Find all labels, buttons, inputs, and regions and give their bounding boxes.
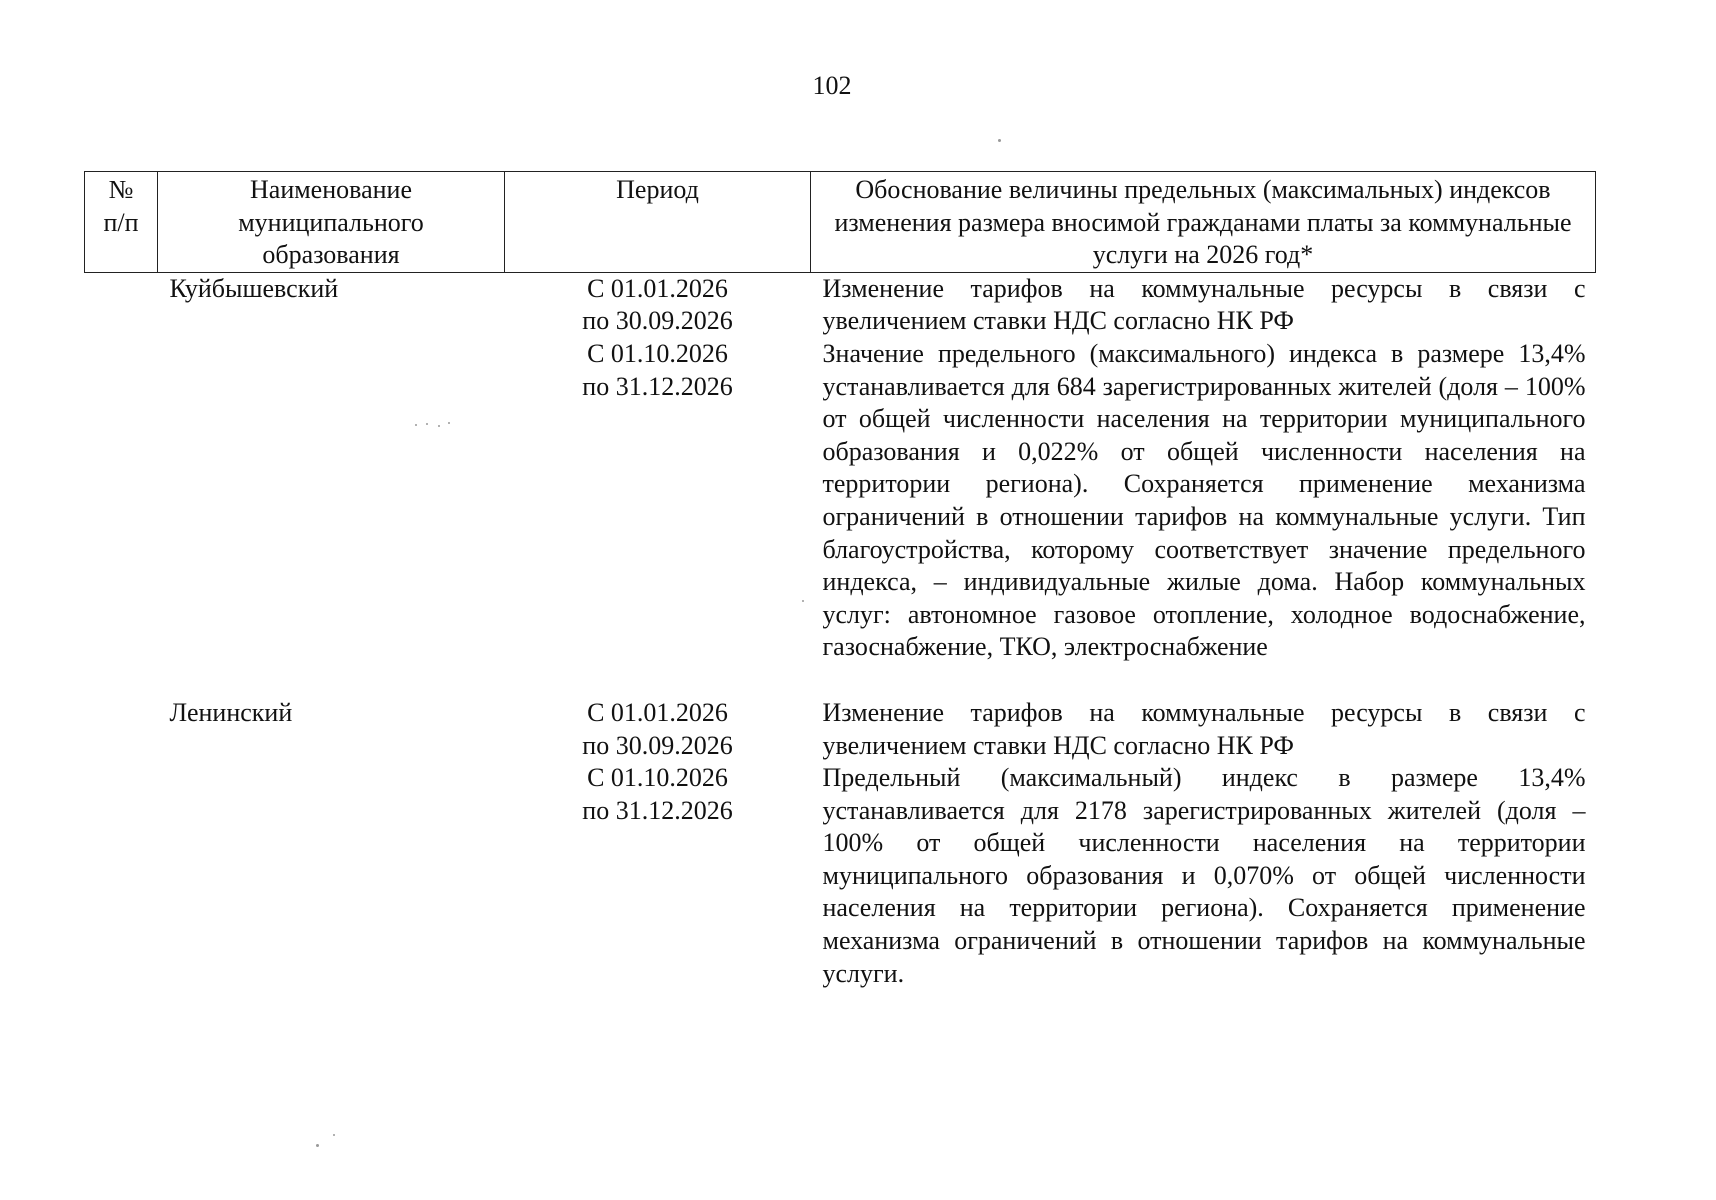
municipality-name: Ленинский xyxy=(169,697,293,727)
period-start-2: С 01.10.2026 xyxy=(587,338,728,368)
table-header-row xyxy=(85,172,1596,273)
scan-speck xyxy=(415,424,417,426)
justification-paragraph: Значение предельного (максимального) индекса в размере 13,4% устанавливается для 684 зарегистрированных жителей (доля – 100% от общей численности населения на территории муниципального образования и 0,022% от общей численности населения на территории региона). Сохраняется применение механизма ограничений в отношении тарифов на коммунальные услуги. Тип благоустройства, которому соответствует значение предельного индекса, – индивидуальные жилые дома. Набор коммунальных услуг: автономное газовое отопление, холодное водоснабжение, газоснабжение, ТКО, электроснабжение xyxy=(822,338,1586,662)
municipality-name: Куйбышевский xyxy=(169,273,339,303)
justification-cell xyxy=(811,697,1596,990)
period-end-2: по 31.12.2026 xyxy=(582,371,733,401)
scan-speck xyxy=(448,422,450,424)
header-justification: Обоснование величины предельных (максимальных) индексов изменения размера вносимой гражданами платы за коммунальные услуги на 2026 год* xyxy=(811,172,1596,273)
period-start-1: С 01.01.2026 xyxy=(587,273,728,303)
table-row xyxy=(85,272,1596,664)
scan-speck xyxy=(438,425,440,427)
justification-paragraph: Предельный (максимальный) индекс в размере 13,4% устанавливается для 2178 зарегистрированных жителей (доля – 100% от общей численности населения на территории муниципального образования и 0,070% от общей численности населения на территории региона). Сохраняется применение механизма ограничений в отношении тарифов на коммунальные услуги. xyxy=(822,763,1586,988)
scan-speck xyxy=(426,423,428,425)
scan-speck xyxy=(333,1134,335,1136)
justification-paragraph: Изменение тарифов на коммунальные ресурсы в связи с увеличением ставки НДС согласно НК РФ xyxy=(822,273,1586,336)
header-period: Период xyxy=(505,172,811,273)
period-end-2: по 31.12.2026 xyxy=(582,795,733,825)
header-municipality: Наименование муниципального образования xyxy=(158,172,505,273)
justification-paragraph: Изменение тарифов на коммунальные ресурсы в связи с увеличением ставки НДС согласно НК РФ xyxy=(822,697,1586,760)
scan-speck xyxy=(316,1144,319,1147)
period-end-1: по 30.09.2026 xyxy=(582,730,733,760)
period-start-1: С 01.01.2026 xyxy=(587,697,728,727)
row-number xyxy=(85,697,158,990)
table-row xyxy=(85,697,1596,990)
justification-table xyxy=(84,171,1596,990)
period-cell xyxy=(505,697,811,990)
scan-speck xyxy=(998,139,1001,142)
period-end-1: по 30.09.2026 xyxy=(582,306,733,336)
justification-cell xyxy=(811,272,1596,664)
scan-speck xyxy=(802,600,804,602)
period-cell xyxy=(505,272,811,664)
page-number: 102 xyxy=(812,71,852,100)
header-number: № п/п xyxy=(85,172,158,273)
row-spacer xyxy=(85,664,1596,697)
period-start-2: С 01.10.2026 xyxy=(587,763,728,793)
row-number xyxy=(85,272,158,664)
